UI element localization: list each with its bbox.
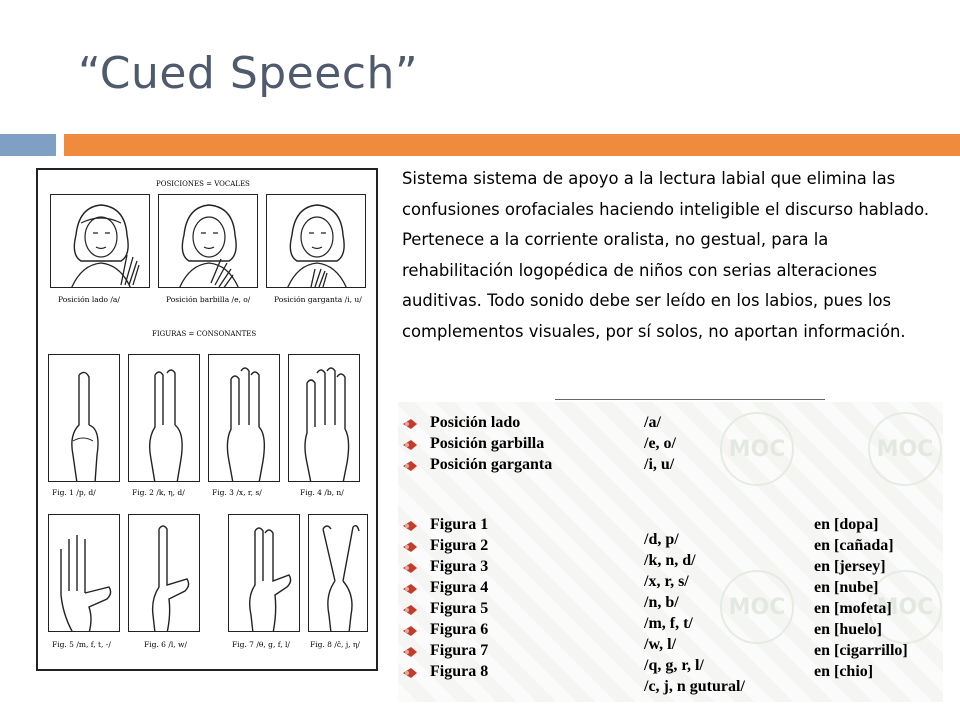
- face-frame-1: [50, 194, 150, 288]
- face-throat-illustration: [267, 195, 366, 288]
- hand-caption-3: Fig. 3 /x, r, s/: [212, 488, 262, 497]
- hand-caption-5: Fig. 5 /m, f, t, -/: [52, 640, 111, 649]
- hand-frame-4: [288, 354, 360, 482]
- bullet-icon: [402, 519, 418, 533]
- cued-speech-illustration: [36, 168, 378, 671]
- accent-bar-orange: [64, 134, 960, 156]
- vowels-heading: POSICIONES = VOCALES: [156, 180, 250, 188]
- bullet-icon: [402, 438, 418, 452]
- bullet-icon: [402, 459, 418, 473]
- hand-frame-2: [128, 354, 200, 482]
- slide-title: “Cued Speech”: [78, 48, 419, 99]
- watermark-logo: MOC: [720, 570, 794, 644]
- face-frame-3: [266, 194, 366, 288]
- hand-frame-7: [228, 514, 300, 632]
- hand-fig-6-illustration: [129, 515, 200, 632]
- hand-caption-7: Fig. 7 /θ, g, f, l/: [232, 640, 290, 649]
- hand-fig-3-illustration: [209, 355, 280, 482]
- face-frame-2: [158, 194, 258, 288]
- face-caption-3: Posición garganta /i, u/: [274, 295, 362, 304]
- hand-fig-1-illustration: [49, 355, 120, 482]
- bullet-icon: [402, 417, 418, 431]
- watermark-logo: MOC: [720, 412, 794, 486]
- face-side-illustration: [51, 195, 150, 288]
- hand-frame-6: [128, 514, 200, 632]
- bullet-icon: [402, 603, 418, 617]
- bullet-icon: [402, 582, 418, 596]
- phoneme-table: MOC MOC MOC MOC Posición lado /a/ Posición garbilla /e, o/ Posición garganta /i, u/ Figura 1 en [dopa] Figura 2 /d, p/ en [cañada] Figura 3 /k, n, d/ en [jersey] Figura 4 /x, r, s/ en [nube] Figura 5 /n, b/ en [mofeta] Figura 6 /m, f, t/ en [huelo] Figura 7 /w, l/ en [cigarrillo] Figura 8 /q, g, r, l/ en [chio] /c, j, n gutural/: [398, 402, 943, 702]
- watermark-logo: MOC: [868, 412, 942, 486]
- watermark-logo: MOC: [868, 570, 942, 644]
- hand-fig-4-illustration: [289, 355, 360, 482]
- consonants-heading: FIGURAS = CONSONANTES: [152, 330, 257, 338]
- hand-caption-8: Fig. 8 /č, j, η/: [310, 640, 360, 649]
- hand-fig-5-illustration: [49, 515, 120, 632]
- hand-frame-3: [208, 354, 280, 482]
- hand-caption-6: Fig. 6 /l, w/: [144, 640, 187, 649]
- face-caption-2: Posición barbilla /e, o/: [166, 295, 251, 304]
- slide-body-text: [402, 164, 942, 347]
- hand-frame-8: [308, 514, 368, 632]
- hand-caption-2: Fig. 2 /k, η, d/: [132, 488, 185, 497]
- hand-caption-4: Fig. 4 /b, n/: [300, 488, 344, 497]
- hand-fig-2-illustration: [129, 355, 200, 482]
- bullet-icon: [402, 624, 418, 638]
- bullet-icon: [402, 540, 418, 554]
- hand-frame-5: [48, 514, 120, 632]
- bullet-icon: [402, 561, 418, 575]
- face-caption-1: Posición lado /a/: [58, 295, 120, 304]
- paragraph-1: Sistema sistema de apoyo a la lectura labial que elimina las confusiones orofaciales haciendo inteligible el discurso hablado.: [402, 169, 930, 219]
- paragraph-2: Pertenece a la corriente oralista, no gestual, para la rehabilitación logopédica de niños con serias alteraciones auditivas. Todo sonido debe ser leído en los labios, pues los complementos visuales, por sí solos, no aportan información.: [402, 230, 906, 341]
- hand-fig-7-illustration: [229, 515, 300, 632]
- table-extra-phoneme-line: /c, j, n gutural/: [644, 678, 745, 695]
- bullet-icon: [402, 666, 418, 680]
- accent-bar-blue: [0, 134, 56, 156]
- hand-fig-8-illustration: [309, 515, 368, 632]
- hand-caption-1: Fig. 1 /p, d/: [52, 488, 96, 497]
- bullet-icon: [402, 645, 418, 659]
- face-chin-illustration: [159, 195, 258, 288]
- hand-frame-1: [48, 354, 120, 482]
- table-top-rule: [555, 399, 825, 400]
